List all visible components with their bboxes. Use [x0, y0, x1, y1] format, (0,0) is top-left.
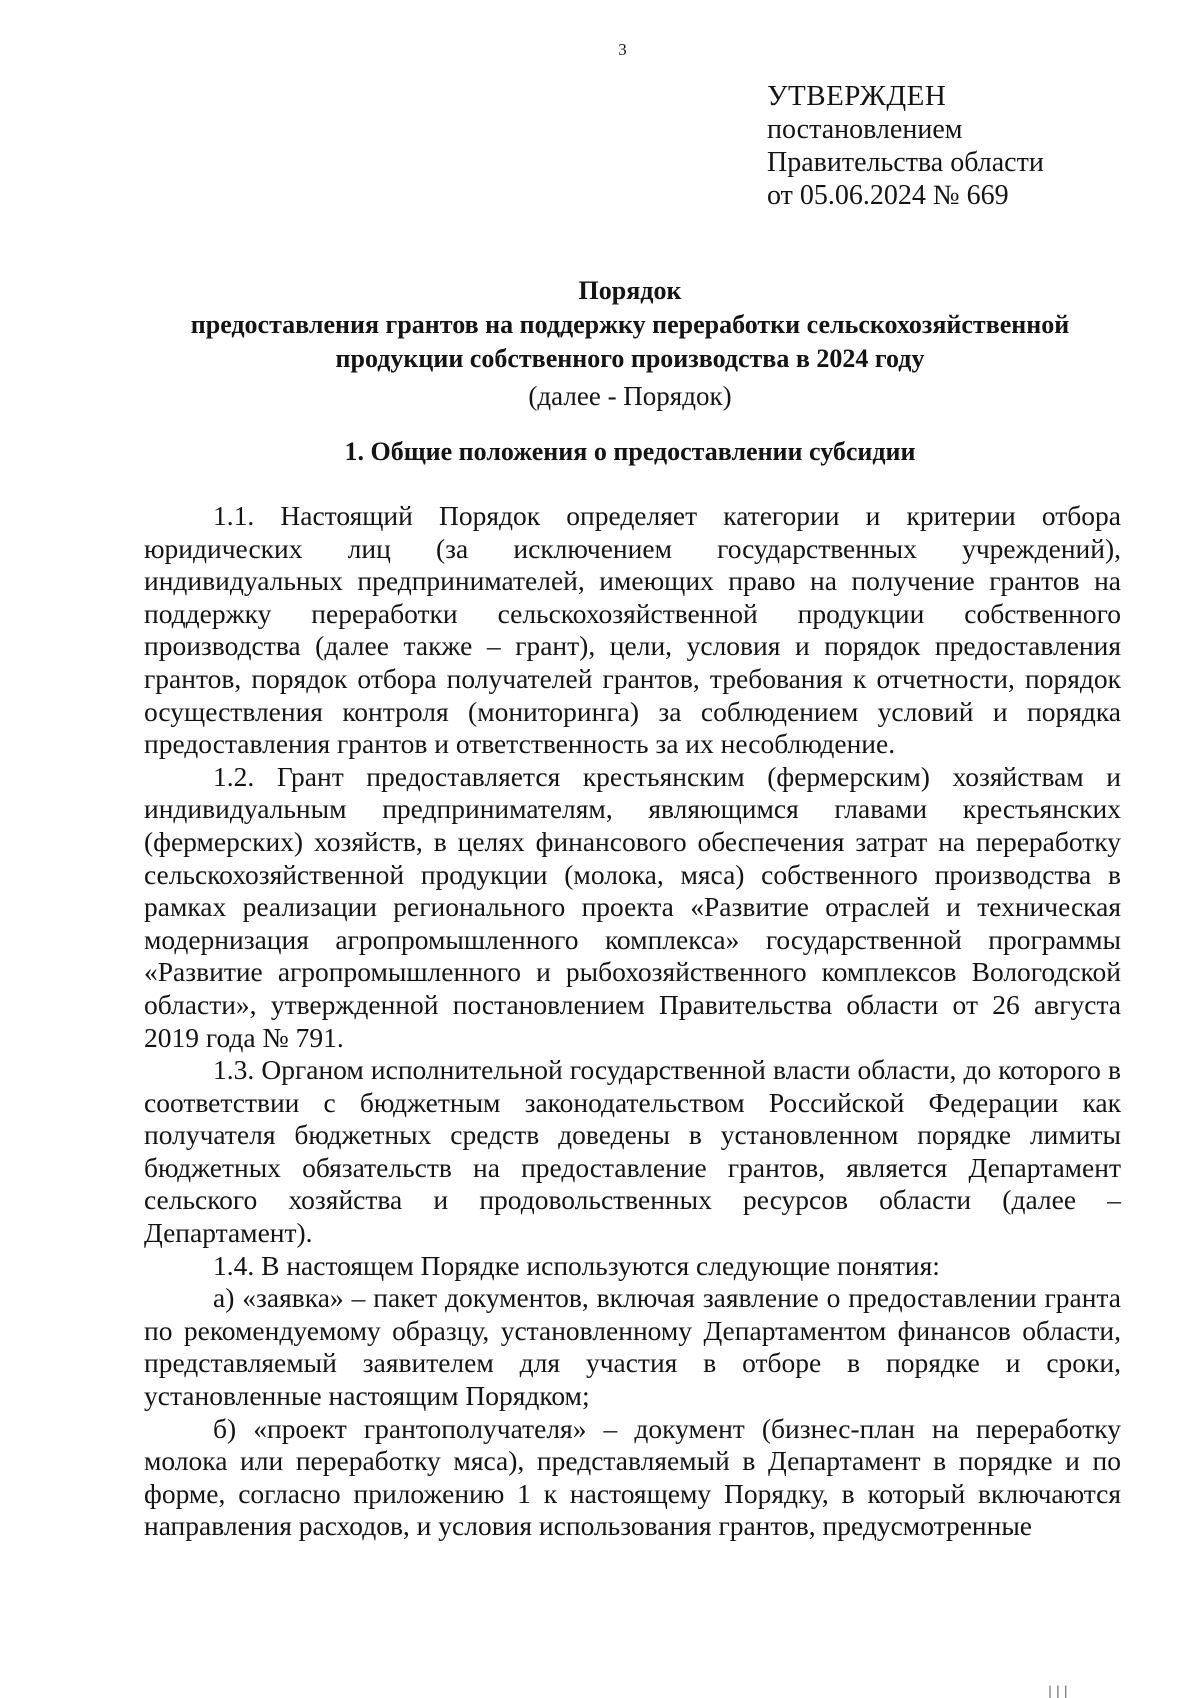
- document-title-line-3: продукции собственного производства в 2024 году: [335, 344, 925, 373]
- paragraph-1-1: 1.1. Настоящий Порядок определяет категории и критерии отбора юридических лиц (за исключением государственных учреждений), индивидуальных предпринимателей, имеющих право на получение грантов на поддержку переработки сельскохозяйственной продукции собственного производства (далее также – грант), цели, условия и порядок предоставления грантов, порядок отбора получателей грантов, требования к отчетности, порядок осуществления контроля (мониторинга) за соблюдением условий и порядка предоставления грантов и ответственность за их несоблюдение.: [144, 500, 1121, 760]
- paragraph-1-4-b: б) «проект грантополучателя» – документ (бизнес-план на переработку молока или переработку мяса), представляемый в Департамент в порядке и по форме, согласно приложению 1 к настоящему Порядку, в который включаются направления расходов, и условия использования грантов, предусмотренные: [144, 1412, 1121, 1542]
- paragraph-1-2: 1.2. Грант предоставляется крестьянским (фермерским) хозяйствам и индивидуальным предпринимателям, являющимся главами крестьянских (фермерских) хозяйств, в целях финансового обеспечения затрат на переработку сельскохозяйственной продукции (молока, мяса) собственного производства в рамках реализации регионального проекта «Развитие отраслей и техническая модернизация агропромышленного комплекса» государственной программы «Развитие агропромышленного и рыбохозяйственного комплексов Вологодской области», утвержденной постановлением Правительства области от 26 августа 2019 года № 791.: [144, 760, 1121, 1053]
- approval-line-3: от 05.06.2024 № 669: [767, 180, 1009, 211]
- paragraph-1-4: 1.4. В настоящем Порядке используются следующие понятия:: [213, 1249, 940, 1281]
- scan-edge-marks: | | |: [1048, 1684, 1068, 1698]
- paragraph-1-3: 1.3. Органом исполнительной государственной власти области, до которого в соответствии с бюджетным законодательством Российской Федерации как получателя бюджетных средств доведены в установленном порядке лимиты бюджетных обязательств на предоставление грантов, является Департамент сельского хозяйства и продовольственных ресурсов области (далее – Департамент).: [144, 1054, 1121, 1249]
- document-title-line-2: предоставления грантов на поддержку переработки сельскохозяйственной: [190, 310, 1070, 339]
- document-subtitle: (далее - Порядок): [528, 381, 732, 411]
- page-number: 3: [618, 40, 627, 59]
- approval-stamp-block: [767, 80, 1044, 212]
- approval-line-1: постановлением: [767, 114, 963, 145]
- document-body: [144, 500, 1121, 1543]
- document-title-line-1: Порядок: [578, 276, 682, 305]
- approval-title: УТВЕРЖДЕН: [767, 80, 947, 112]
- document-title: [130, 274, 1130, 413]
- approval-line-2: Правительства области: [767, 147, 1044, 178]
- paragraph-1-4-a: а) «заявка» – пакет документов, включая заявление о предоставлении гранта по рекомендуемому образцу, установленному Департаментом финансов области, представляемый заявителем для участия в отборе в порядке и сроки, установленные настоящим Порядком;: [144, 1282, 1121, 1412]
- section-heading: 1. Общие положения о предоставлении субсидии: [344, 437, 916, 466]
